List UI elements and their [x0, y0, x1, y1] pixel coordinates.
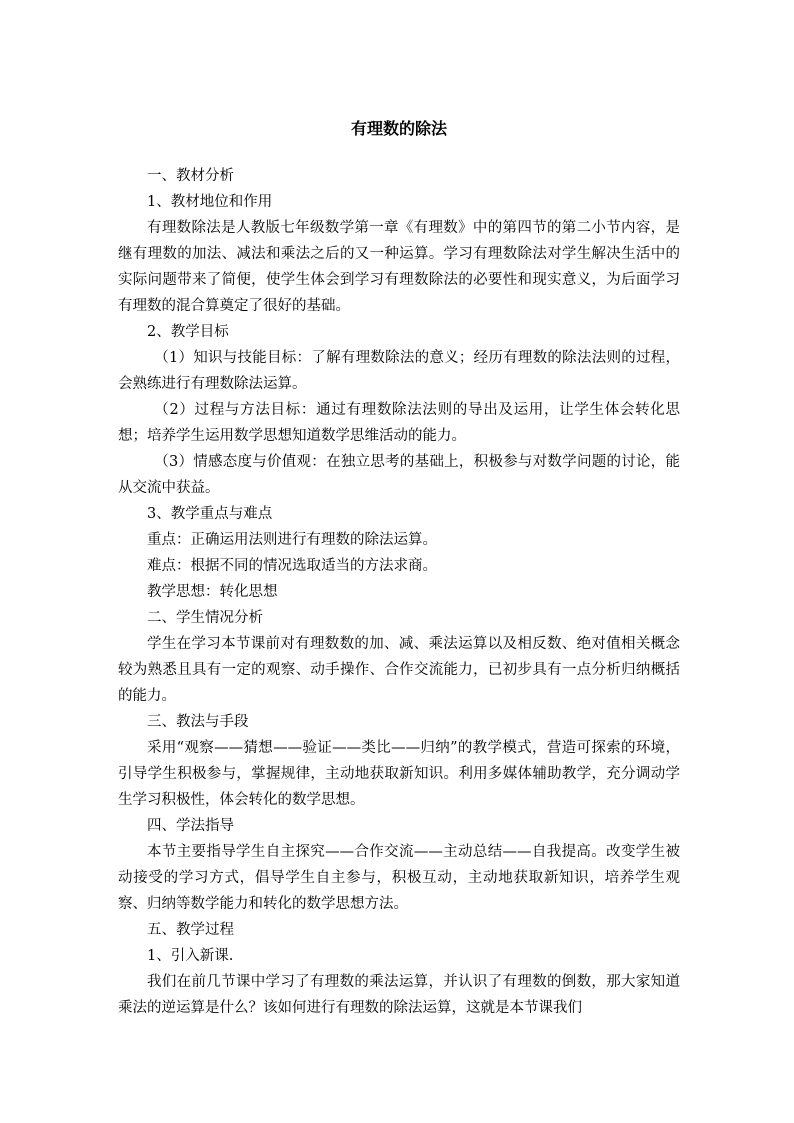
goal-item: （3）情感态度与价值观：在独立思考的基础上，积极参与对数学问题的讨论，能从交流中获益。 [118, 454, 680, 496]
paragraph: 本节主要指导学生自主探究——合作交流——主动总结——自我提高。改变学生被动接受的学习方式，倡导学生自主参与，积极互动，主动地获取新知识，培养学生观察、归纳等数学能力和转化的数学思想方法。 [118, 844, 680, 912]
subsection-heading: 1、引入新课. [147, 948, 234, 964]
document-title: 有理数的除法 [350, 119, 447, 138]
section-heading: 二、学生情况分析 [147, 610, 263, 626]
goal-item: （2）过程与方法目标：通过有理数除法法则的导出及运用，让学生体会转化思想；培养学生运用数学思想知道数学思维活动的能力。 [118, 402, 680, 444]
paragraph: 有理数除法是人教版七年级数学第一章《有理数》中的第四节的第二小节内容，是继有理数的加法、减法和乘法之后的又一种运算。学习有理数除法对学生解决生活中的实际问题带来了简便，使学生体会到学习有理数除法的必要性和现实意义，为后面学习有理数的混合算奠定了很好的基础。 [118, 220, 680, 314]
subsection-heading: 1、教材地位和作用 [147, 194, 273, 210]
section-heading: 一、教材分析 [147, 168, 234, 184]
section-heading: 五、教学过程 [147, 922, 234, 938]
difficult-point: 难点：根据不同的情况选取适当的方法求商。 [147, 558, 437, 574]
section-heading: 三、教法与手段 [147, 714, 249, 730]
section-heading: 四、学法指导 [147, 818, 234, 834]
paragraph: 采用“观察——猜想——验证——类比——归纳”的教学模式，营造可探索的环境，引导学生积极参与，掌握规律，主动地获取新知识。利用多媒体辅助教学，充分调动学生学习积极性，体会转化的数学思想。 [118, 740, 680, 808]
subsection-heading: 3、教学重点与难点 [147, 506, 273, 522]
paragraph: 我们在前几节课中学习了有理数的乘法运算，并认识了有理数的倒数，那大家知道乘法的逆运算是什么？该如何进行有理数的除法运算，这就是本节课我们 [118, 974, 680, 1016]
document-body [118, 115, 680, 1021]
teaching-idea: 教学思想：转化思想 [147, 584, 278, 600]
paragraph: 学生在学习本节课前对有理数数的加、减、乘法运算以及相反数、绝对值相关概念较为熟悉且具有一定的观察、动手操作、合作交流能力，已初步具有一点分析归纳概括的能力。 [118, 636, 680, 704]
goal-item: （1）知识与技能目标：了解有理数除法的意义；经历有理数的除法法则的过程，会熟练进行有理数除法运算。 [118, 350, 680, 392]
subsection-heading: 2、教学目标 [147, 324, 229, 340]
key-point: 重点：正确运用法则进行有理数的除法运算。 [147, 532, 437, 548]
